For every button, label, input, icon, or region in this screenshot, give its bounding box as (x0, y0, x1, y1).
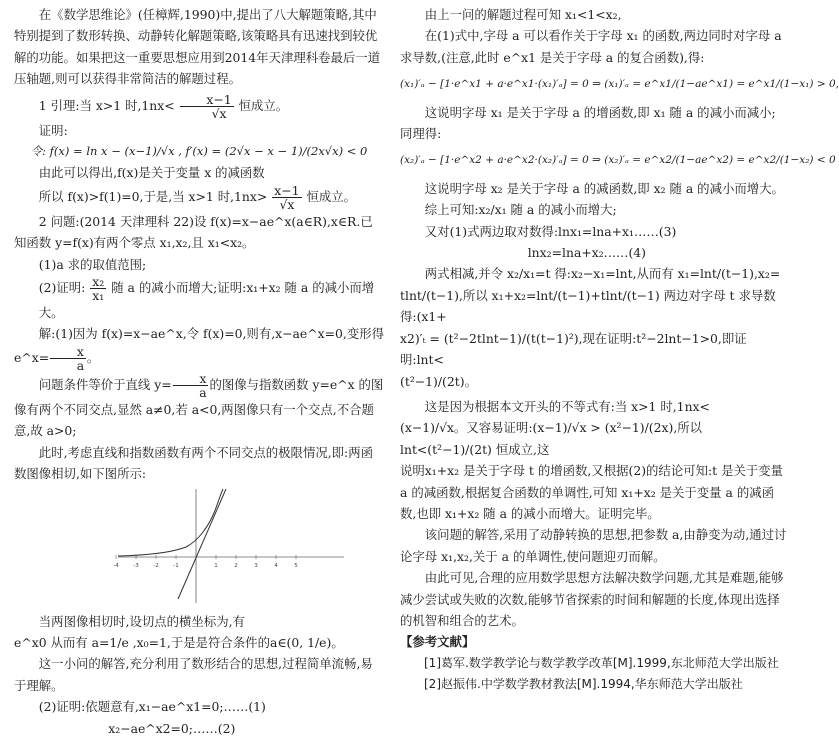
problem-part2: (2)证明: $\frac{\text{x₂}}{\text{x₁}}$ 随 a 的减小而增大;证明:x₁+x₂ 随 a 的减小而增大。 (38, 274, 375, 321)
intro-paragraph: 在《数学思维论》(任樟辉,1990)中,提出了八大解题策略,其中特别提到了数形转换、动静转化解题策略,该策略具有迅速找到较优解的功能。如果把这一重要思想应用到2014年天津理科卷最后一道压轴题,则可以获得非常简洁的解题过程。 (14, 7, 381, 87)
proof-decreasing: 由此可以得出,f(x)是关于变量 x 的减函数 (38, 165, 265, 181)
proof-formula: 令: f(x) = ln x − (x−1)/√x , f′(x) = (2√x − x − 1)/(2x√x) < 0 (30, 144, 368, 159)
r-method-note: 该问题的解答,采用了动静转换的思想,把参数 a,由静变为动,通过讨论字母 x₁,x₂,关于 a 的单调性,使问题迎刃而解。 (400, 527, 787, 564)
tangent-paragraph: 此时,考虑直线和指数函数有两个不同交点的极限情况,即:两函数图像相切,如下图所示: (14, 444, 374, 482)
r-x2-decreasing: 这说明字母 x₂ 是关于字母 a 的减函数,即 x₂ 随 a 的减小而增大。 (424, 180, 784, 196)
tangent-graph (113, 487, 346, 605)
r-x1-increasing: 这说明字母 x₁ 是关于字母 a 的增函数,即 x₁ 随 a 的减小而减小;同理得: (400, 104, 776, 142)
part2-proof-eq1: (2)证明:依题意有,x₁−ae^x1=0;……(1) (38, 699, 266, 715)
r-sum-derivative: tlnt/(t−1),所以 x₁+x₂=lnt/(t−1)+tlnt/(t−1) 两边对字母 t 求导数得:(x1+ (400, 287, 776, 325)
equivalence-paragraph: 问题条件等价于直线 y= $\frac{x}{a}$ 的图像与指数函数 y=e^x 的图像有两个不同交点,显然 a≠0,若 a<0,两图像只有一个交点,不合题意,故 a>0; (14, 370, 384, 439)
r-subtract: 两式相减,并令 x₂/x₁=t 得:x₂−x₁=lnt,从而有 x₁=lnt/(t−1),x₂= (424, 266, 781, 282)
r-derivative-result: x2)′ₜ = (t²−2tlnt−1)/(t(t−1)²),现在证明:t²−2lnt−1>0,即证明:lnt< (400, 330, 747, 368)
x-tick-label: -1 (173, 562, 179, 569)
x-tick-label: 4 (274, 562, 278, 569)
x-tick-label: 5 (294, 562, 298, 569)
r-because: 这是因为根据本文开头的不等式有:当 x>1 时,1nx< (424, 398, 710, 414)
x-tick-label: -2 (153, 562, 159, 569)
summary-paragraph: 这一小问的解答,充分利用了数形结合的思想,过程简单流畅,易于理解。 (14, 656, 373, 693)
references-title: 【参考文献】 (400, 634, 475, 650)
reference-1: [1]葛军.数学教学论与数学教学改革[M].1999,东北师范大学出版社 (424, 655, 779, 670)
r-derivative-intro: 在(1)式中,字母 a 可以看作关于字母 x₁ 的函数,两边同时对字母 a 求导数,(注意,此时 e^x1 是关于字母 a 的复合函数),得: (400, 28, 782, 65)
r-lnt-bound: (t²−1)/(2t)。 (400, 373, 477, 389)
tangent-line (178, 489, 226, 599)
r-log-eq3: 又对(1)式两边取对数得:lnx₁=lna+x₁……(3) (424, 223, 677, 239)
proof-conclusion: 所以 f(x)>f(1)=0,于是,当 x>1 时,1nx> $\frac{x-1}{√x}$ 恒成立。 (38, 182, 357, 212)
proof-label: 证明: (38, 122, 68, 138)
equation-x2-derivative: (x₂)′ₐ − [1·e^x2 + a·e^x2·(x₂)′ₐ] = 0 ⇒ (x₂)′ₐ = e^x2/(1−ae^x2) = e^x2/(1−x₂) < 0 (400, 154, 836, 167)
x-tick-label: 1 (214, 562, 218, 569)
part2-proof-eq2: x₂−ae^x2=0;……(2) (108, 720, 236, 736)
problem-part1: (1)a 求的取值范围; (38, 256, 147, 272)
x-tick-label: -3 (133, 562, 139, 569)
lemma-fraction: $\frac{x-1}{√x}$ (180, 93, 234, 120)
right-column (400, 4, 839, 696)
problem-statement: 2 问题:(2014 天津理科 22)设 f(x)=x−ae^x(a∈R),x∈R.已知函数 y=f(x)有两个零点 x₁,x₂,且 x₁<x₂。 (14, 213, 373, 251)
reference-2: [2]赵振伟.中学数学教材教法[M].1994,华东师范大学出版社 (424, 677, 743, 692)
tangent-condition: 当两图像相切时,设切点的横坐标为,有 (38, 613, 245, 629)
equation-x1-derivative: (x₁)′ₐ − [1·e^x1 + a·e^x1·(x₁)′ₐ] = 0 ⇒ (x₁)′ₐ = e^x1/(1−ae^x1) = e^x1/(1−x₁) > 0, (400, 78, 839, 91)
exponential-curve (118, 489, 223, 556)
r-final-remark: 由此可见,合理的应用数学思想方法解决数学问题,尤其是难题,能够减少尝试或失败的次数,能够节省探索的时间和解题的长度,体现出选择的机智和组合的艺术。 (400, 570, 784, 628)
r-summary-ratio: 综上可知:x₂/x₁ 随 a 的减小而增大; (424, 202, 617, 218)
x-tick-label: 2 (234, 562, 238, 569)
left-column (14, 4, 384, 739)
tangent-result: e^x0 从而有 a=1/e ,x₀=1,于是是符合条件的a∈(0, 1/e)。 (14, 634, 344, 650)
lemma-statement: 1 引理:当 x>1 时,1nx< $\frac{x-1}{√x}$ 恒成立。 (38, 91, 289, 121)
r-conclusion: 说明x₁+x₂ 是关于字母 t 的增函数,又根据(2)的结论可知:t 是关于变量 a 的减函数,根据复合函数的单调性,可知 x₁+x₂ 是关于变量 a 的减函数,也即 x₁+x₂ 随 a 的减小而增大。证明完毕。 (400, 463, 784, 521)
r-line-1: 由上一问的解题过程可知 x₁<1<x₂, (424, 7, 622, 22)
r-log-eq4: lnx₂=lna+x₂……(4) (527, 245, 646, 261)
x-tick-label: 3 (254, 562, 258, 569)
r-inequality: (x−1)/√x。又容易证明:(x−1)/√x > (x²−1)/(2x),所以 lnt<(t²−1)/(2t) 恒成立,这 (400, 420, 703, 457)
solution-part1: 解:(1)因为 f(x)=x−ae^x,令 f(x)=0,则有,x−ae^x=0,变形得 e^x= $\frac{x}{a}$ 。 (14, 326, 384, 373)
x-tick-label: -4 (113, 562, 119, 569)
